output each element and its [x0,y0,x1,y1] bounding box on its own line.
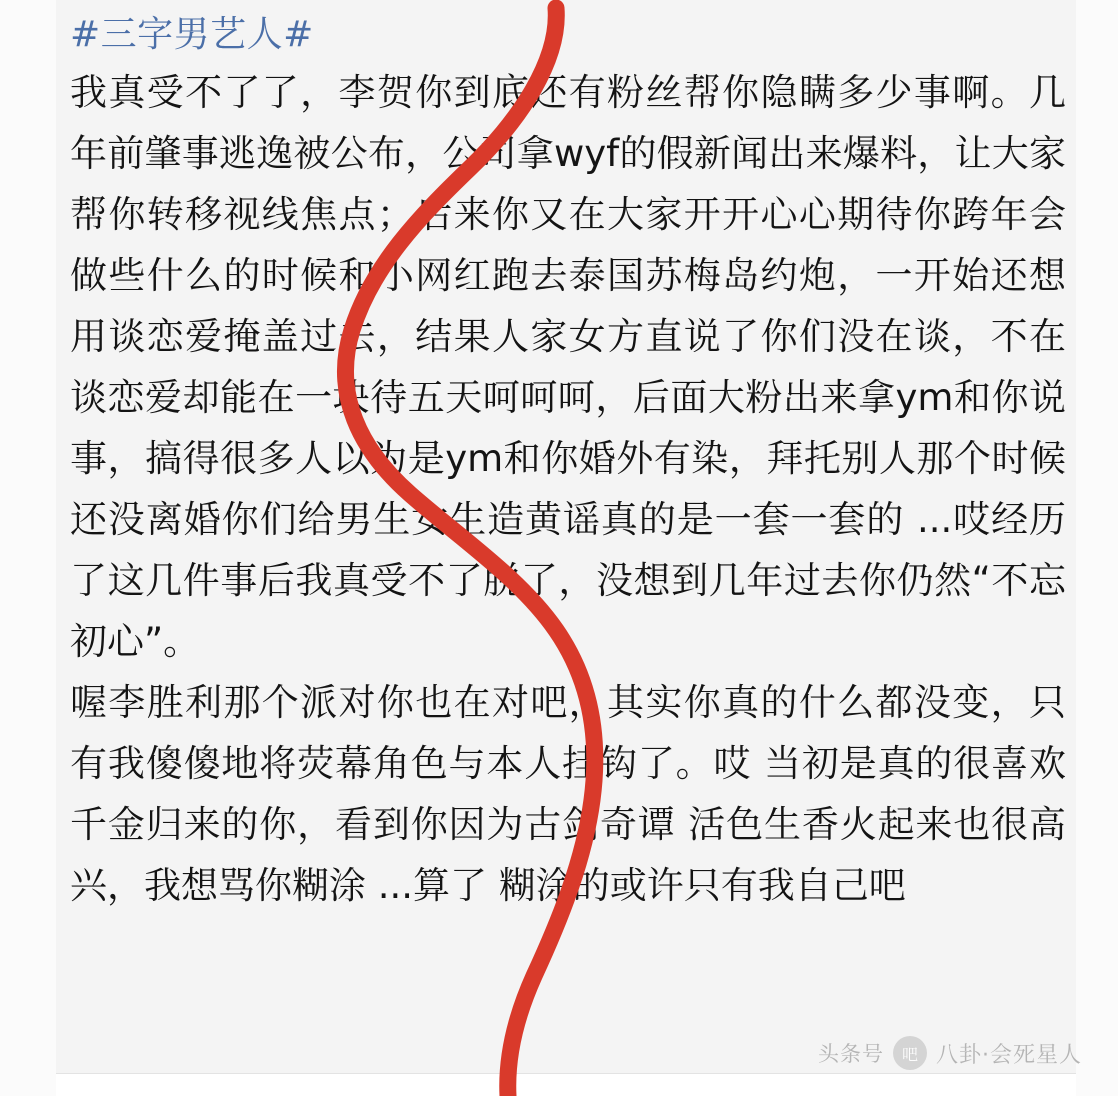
hashtag-link[interactable]: #三字男艺人# [70,14,314,55]
watermark-source: 头条号 [818,1042,884,1066]
post-content [56,0,1076,916]
left-gutter [0,0,56,1096]
avatar: 吧 [893,1036,927,1070]
post-paragraph: 喔李胜利那个派对你也在对吧，其实你真的什么都没变，只有我傻傻地将荧幕角色与本人挂钩了。哎 当初是真的很喜欢千金归来的你，看到你因为古剑奇谭 活色生香火起来也很高兴，我想骂你糊涂 ...算了 糊涂的或许只有我自己吧 [70,681,1066,907]
right-gutter [1076,0,1118,1096]
content-divider [56,1073,1076,1096]
post-paragraph: 我真受不了了，李贺你到底还有粉丝帮你隐瞒多少事啊。几年前肇事逃逸被公布，公司拿wyf的假新闻出来爆料，让大家帮你转移视线焦点；后来你又在大家开开心心期待你跨年会做些什么的时候和小网红跑去泰国苏梅岛约炮，一开始还想用谈恋爱掩盖过去，结果人家女方直说了你们没在谈，不在谈恋爱却能在一块待五天呵呵呵，后面大粉出来拿ym和你说事，搞得很多人以为是ym和你婚外有染，拜托别人那个时候还没离婚你们给男生女生造黄谣真的是一套一套的 ...哎经历了这几件事后我真受不了脱了，没想到几年过去你仍然“不忘初心”。 [70,71,1066,663]
watermark [818,1036,1082,1070]
watermark-account-name: 八卦·会死星人 [936,1042,1082,1068]
